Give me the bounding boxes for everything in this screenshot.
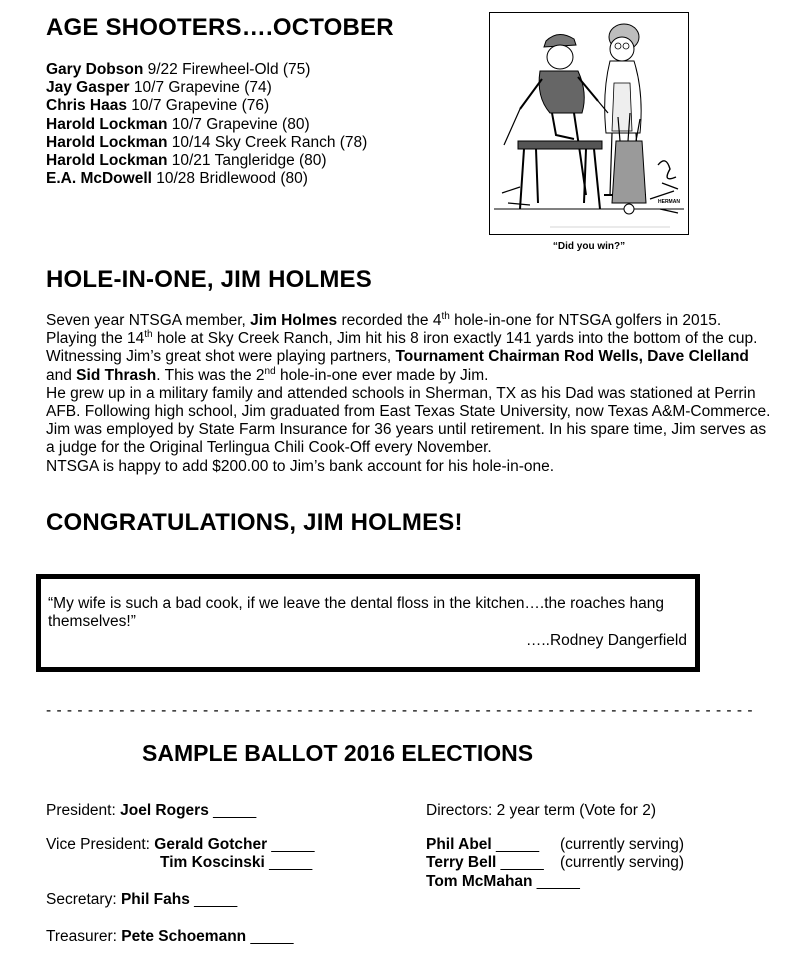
candidate-name: Joel Rogers bbox=[120, 802, 209, 819]
congratulations-heading: CONGRATULATIONS, JIM HOLMES! bbox=[46, 509, 463, 536]
list-item bbox=[46, 170, 367, 188]
article-paragraph bbox=[46, 312, 776, 385]
shooter-name: Harold Lockman bbox=[46, 133, 168, 151]
ballot-directors-heading: Directors: 2 year term (Vote for 2) bbox=[426, 802, 656, 819]
ballot-treasurer bbox=[46, 928, 294, 946]
ordinal-suffix: nd bbox=[264, 365, 276, 377]
shooter-detail: 10/7 Grapevine (74) bbox=[129, 79, 272, 97]
text-run: hole-in-one for NTSGA golfers in 2015. Playing the 14 bbox=[46, 312, 722, 348]
shooter-detail: 9/22 Firewheel-Old (75) bbox=[143, 61, 311, 78]
ballot-director-1 bbox=[426, 836, 539, 854]
shooter-detail: 10/7 Grapevine (80) bbox=[167, 115, 310, 133]
dashed-divider: - - - - - - - - - - - - - - - - - - - - - - - - - - - - - - - - - - - - - - - - - - - - - - - - - - - - - - - - - - - - - - - - - - - - bbox=[46, 702, 754, 719]
candidate-name: Tom McMahan bbox=[426, 873, 533, 890]
list-item bbox=[46, 97, 367, 115]
strip-label: HERMAN bbox=[658, 199, 680, 205]
list-item bbox=[46, 152, 367, 170]
hole-in-one-title: HOLE-IN-ONE, JIM HOLMES bbox=[46, 266, 372, 293]
list-item bbox=[46, 134, 367, 152]
text-run: hole at Sky Creek Ranch, Jim hit his 8 iron exactly 141 yards into the bottom of the cup. Witnessing Jim’s great shot were playing partners, bbox=[46, 330, 758, 366]
ballot-director-2 bbox=[426, 854, 544, 872]
ordinal-suffix: th bbox=[441, 310, 450, 322]
shooter-detail: 10/21 Tangleridge (80) bbox=[167, 152, 327, 170]
ballot-president bbox=[46, 802, 256, 820]
office-label: Vice President: bbox=[46, 836, 155, 853]
partner-names: Tournament Chairman Rod Wells, Dave Clelland bbox=[395, 348, 749, 366]
cartoon-illustration bbox=[490, 13, 688, 234]
candidate-name: Terry Bell bbox=[426, 854, 497, 871]
shooter-name: Chris Haas bbox=[46, 97, 127, 115]
director-2-note: (currently serving) bbox=[560, 854, 685, 871]
shooter-name: Harold Lockman bbox=[46, 152, 168, 170]
text-run: recorded the 4 bbox=[337, 312, 442, 329]
quote-box bbox=[36, 574, 700, 672]
director-1-note: (currently serving) bbox=[560, 836, 685, 853]
partner-name: Sid Thrash bbox=[76, 366, 157, 384]
text-run: Seven year NTSGA member, bbox=[46, 312, 251, 329]
herman-cartoon bbox=[489, 12, 689, 235]
office-label: Treasurer: bbox=[46, 928, 122, 945]
cartoon-caption: “Did you win?” bbox=[552, 241, 626, 252]
vote-blank: _____ bbox=[246, 928, 294, 945]
vote-blank: _____ bbox=[264, 854, 313, 871]
age-shooters-list bbox=[46, 61, 367, 188]
vote-blank: _____ bbox=[208, 802, 257, 819]
shooter-detail: 10/7 Grapevine (76) bbox=[126, 97, 270, 115]
list-item bbox=[46, 79, 367, 97]
vote-blank: _____ bbox=[532, 873, 580, 890]
shooter-detail: 10/28 Bridlewood (80) bbox=[151, 170, 308, 188]
text-run: . This was the 2 bbox=[156, 366, 265, 384]
quote-text: “My wife is such a bad cook, if we leave the dental floss in the kitchen….the roaches hang themselves!” bbox=[48, 595, 665, 630]
ballot-secretary bbox=[46, 891, 237, 909]
ordinal-suffix: th bbox=[144, 329, 153, 341]
vote-blank: _____ bbox=[491, 836, 540, 853]
hole-in-one-article bbox=[46, 312, 776, 476]
age-shooters-title: AGE SHOOTERS….OCTOBER bbox=[46, 14, 394, 41]
shooter-detail: 10/14 Sky Creek Ranch (78) bbox=[167, 133, 368, 151]
candidate-name: Tim Koscinski bbox=[160, 854, 265, 871]
candidate-name: Phil Abel bbox=[426, 836, 492, 853]
text-run: hole-in-one ever made by Jim. bbox=[275, 366, 489, 384]
article-paragraph: NTSGA is happy to add $200.00 to Jim’s bank account for his hole-in-one. bbox=[46, 457, 555, 475]
ballot-vice-president bbox=[46, 836, 315, 854]
article-paragraph: He grew up in a military family and attended schools in Sherman, TX as his Dad was stationed at Perrin AFB. Following high school, Jim graduated from East Texas State University, now Texas A&M-Commerce. Jim was employed by State Farm Insurance for 36 years until retirement. In his spare time, Jim serves as a judge for the Original Terlingua Chili Cook-Off every November. bbox=[46, 384, 771, 457]
vote-blank: _____ bbox=[496, 854, 544, 871]
candidate-name: Pete Schoemann bbox=[121, 928, 247, 945]
vote-blank: _____ bbox=[189, 891, 238, 908]
ballot-vice-president-2 bbox=[160, 854, 312, 872]
candidate-name: Gerald Gotcher bbox=[154, 836, 268, 853]
vote-blank: _____ bbox=[267, 836, 315, 853]
text-run: and bbox=[46, 366, 77, 384]
ballot-title: SAMPLE BALLOT 2016 ELECTIONS bbox=[142, 740, 534, 766]
quote-attribution: …..Rodney Dangerfield bbox=[525, 632, 687, 649]
shooter-name: Jay Gasper bbox=[46, 79, 130, 97]
candidate-name: Phil Fahs bbox=[120, 891, 190, 908]
shooter-name: Gary Dobson bbox=[46, 61, 144, 78]
member-name: Jim Holmes bbox=[250, 312, 338, 329]
office-label: President: bbox=[46, 802, 121, 819]
office-label: Secretary: bbox=[46, 891, 121, 908]
list-item bbox=[46, 61, 367, 79]
list-item bbox=[46, 116, 367, 134]
ballot-director-3 bbox=[426, 873, 580, 891]
shooter-name: Harold Lockman bbox=[46, 115, 168, 133]
shooter-name: E.A. McDowell bbox=[46, 170, 152, 188]
